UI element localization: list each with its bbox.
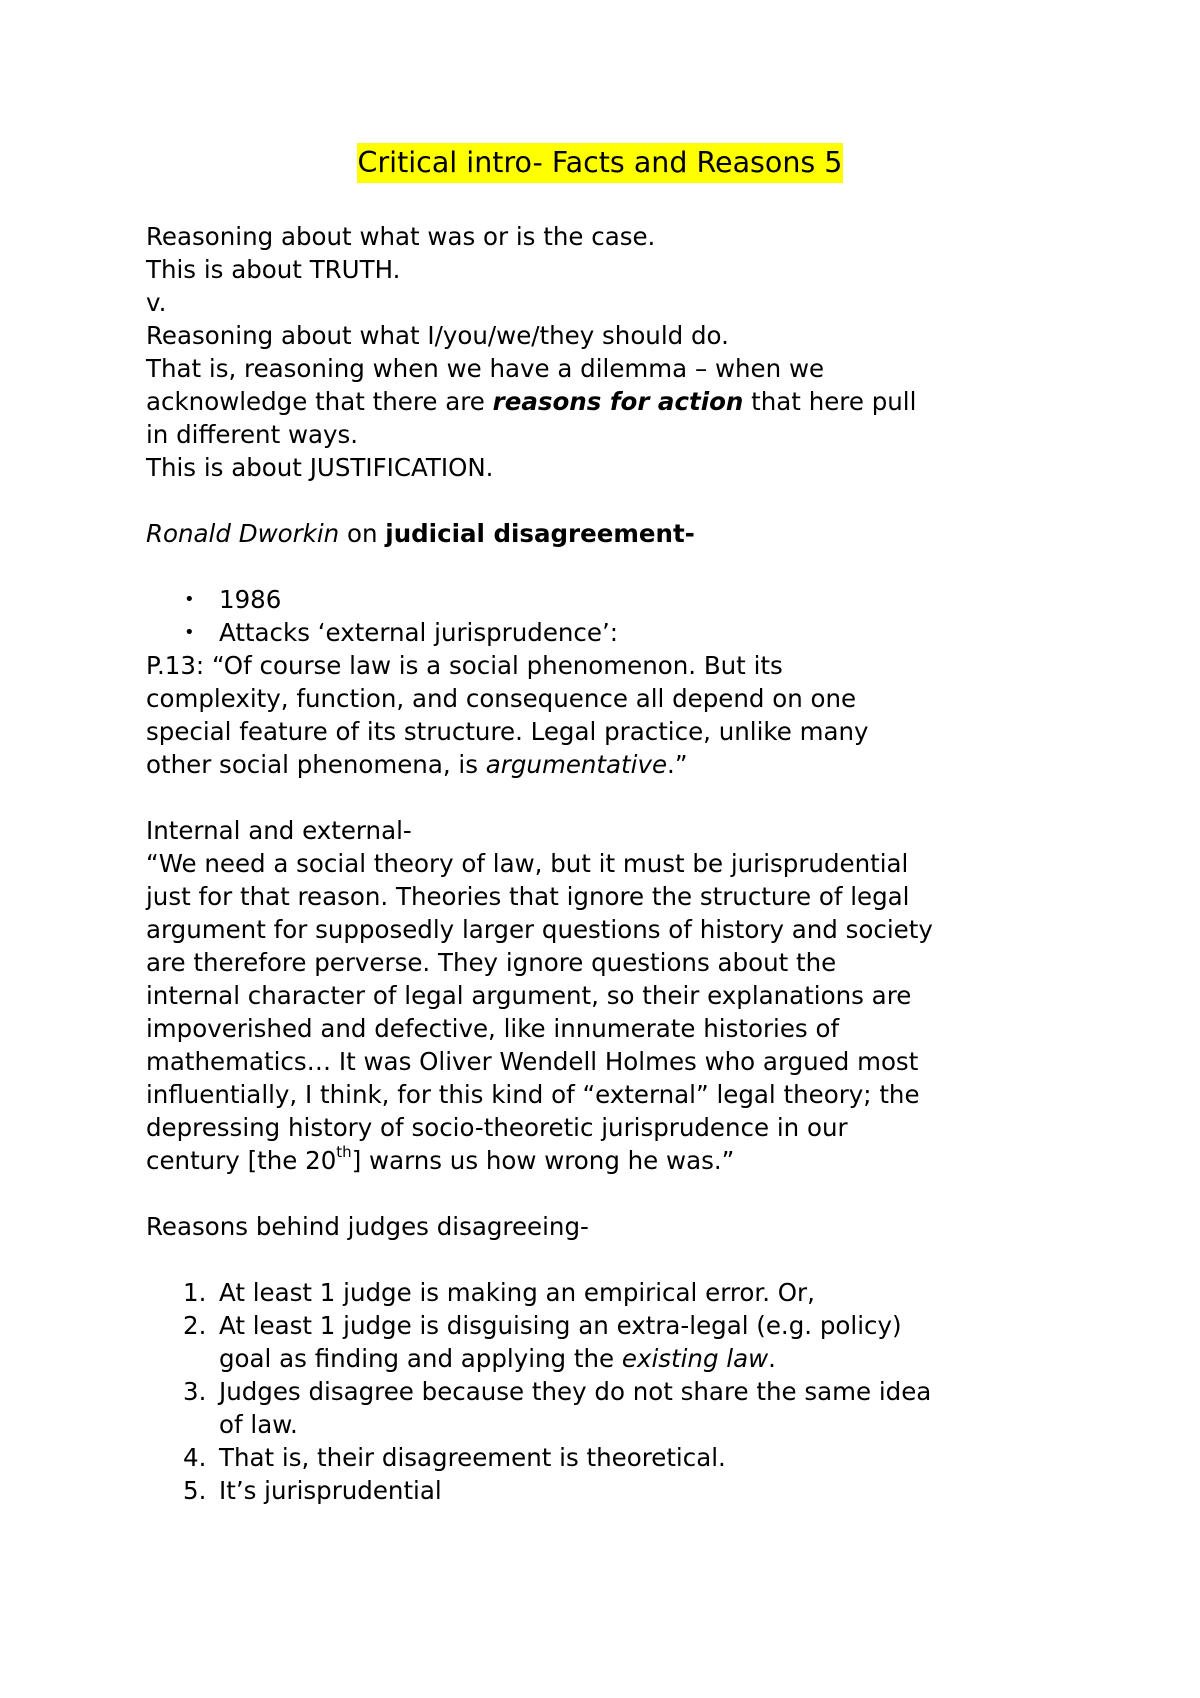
dworkin-heading [146, 517, 1076, 550]
text-run: . [768, 1344, 776, 1373]
quote-line: “We need a social theory of law, but it must be jurisprudential [146, 849, 909, 878]
bullet-icon: • [184, 622, 195, 643]
document-body [146, 220, 1076, 1507]
bullet-item [146, 583, 1076, 616]
document-title: Critical intro- Facts and Reasons 5 [357, 143, 844, 183]
list-text: At least 1 judge is making an empirical error. Or, [219, 1278, 815, 1307]
quote-line: special feature of its structure. Legal practice, unlike many [146, 717, 869, 746]
bullet-text: 1986 [219, 585, 282, 614]
quote-line: mathematics… It was Oliver Wendell Holmes who argued most [146, 1047, 919, 1076]
text-run: goal as finding and applying the [219, 1344, 622, 1373]
list-text: That is, their disagreement is theoretical. [219, 1443, 726, 1472]
numbered-list [146, 1276, 1076, 1507]
paragraph-line: in different ways. [146, 420, 359, 449]
spacer [146, 781, 1076, 814]
text-run: on [339, 519, 386, 548]
section-heading: Reasons behind judges disagreeing- [146, 1212, 589, 1241]
list-number: 4. [183, 1443, 207, 1472]
text-run: that here pull [743, 387, 917, 416]
quote-line: just for that reason. Theories that ignore the structure of legal [146, 882, 910, 911]
paragraph-line: Reasoning about what was or is the case. [146, 222, 656, 251]
bullet-list [146, 583, 1076, 649]
quote-line: complexity, function, and consequence all depend on one [146, 684, 857, 713]
quote-line [146, 1144, 1076, 1177]
paragraph-line: v. [146, 288, 167, 317]
text-run: ] warns us how wrong he was.” [351, 1146, 735, 1175]
paragraph-line: This is about JUSTIFICATION. [146, 453, 494, 482]
quote-line: impoverished and defective, like innumerate histories of [146, 1014, 840, 1043]
emphasis-reasons-for-action: reasons for action [492, 387, 744, 416]
quote-line [146, 748, 1076, 781]
text-run: acknowledge that there are [146, 387, 493, 416]
bullet-item [146, 616, 1076, 649]
title-row [0, 143, 1200, 183]
paragraph-line: That is, reasoning when we have a dilemma – when we [146, 354, 825, 383]
paragraph-line [146, 385, 1076, 418]
text-run: century [the 20 [146, 1146, 337, 1175]
superscript: th [336, 1142, 352, 1161]
bullet-icon: • [184, 589, 195, 610]
emphasis-argumentative: argumentative [485, 750, 668, 779]
author-name: Ronald Dworkin [146, 519, 340, 548]
list-item [146, 1375, 1076, 1441]
section-heading: Internal and external- [146, 816, 412, 845]
quote-line: P.13: “Of course law is a social phenomenon. But its [146, 651, 783, 680]
list-number: 3. [183, 1377, 207, 1406]
quote-line: depressing history of socio-theoretic jurisprudence in our [146, 1113, 848, 1142]
list-text: of law. [219, 1410, 298, 1439]
heading-topic: judicial disagreement- [385, 519, 695, 548]
list-item [146, 1276, 1076, 1309]
quote-line: influentially, I think, for this kind of “external” legal theory; the [146, 1080, 920, 1109]
text-run: other social phenomena, is [146, 750, 486, 779]
quote-line: argument for supposedly larger questions of history and society [146, 915, 933, 944]
list-number: 5. [183, 1476, 207, 1505]
list-text: It’s jurisprudential [219, 1476, 442, 1505]
list-text: At least 1 judge is disguising an extra-legal (e.g. policy) [219, 1311, 902, 1340]
text-run: .” [667, 750, 688, 779]
spacer [146, 1243, 1076, 1276]
list-number: 2. [183, 1311, 207, 1340]
list-item [146, 1441, 1076, 1474]
paragraph-line: This is about TRUTH. [146, 255, 401, 284]
spacer [146, 550, 1076, 583]
quote-line: are therefore perverse. They ignore questions about the [146, 948, 837, 977]
quote-line: internal character of legal argument, so their explanations are [146, 981, 912, 1010]
list-item [146, 1474, 1076, 1507]
emphasis-existing-law: existing law [621, 1344, 769, 1373]
spacer [146, 484, 1076, 517]
paragraph-line: Reasoning about what I/you/we/they should do. [146, 321, 729, 350]
list-number: 1. [183, 1278, 207, 1307]
bullet-text: Attacks ‘external jurisprudence’: [219, 618, 619, 647]
list-text: Judges disagree because they do not share the same idea [219, 1377, 932, 1406]
list-item [146, 1309, 1076, 1375]
spacer [146, 1177, 1076, 1210]
list-text [219, 1342, 1076, 1375]
